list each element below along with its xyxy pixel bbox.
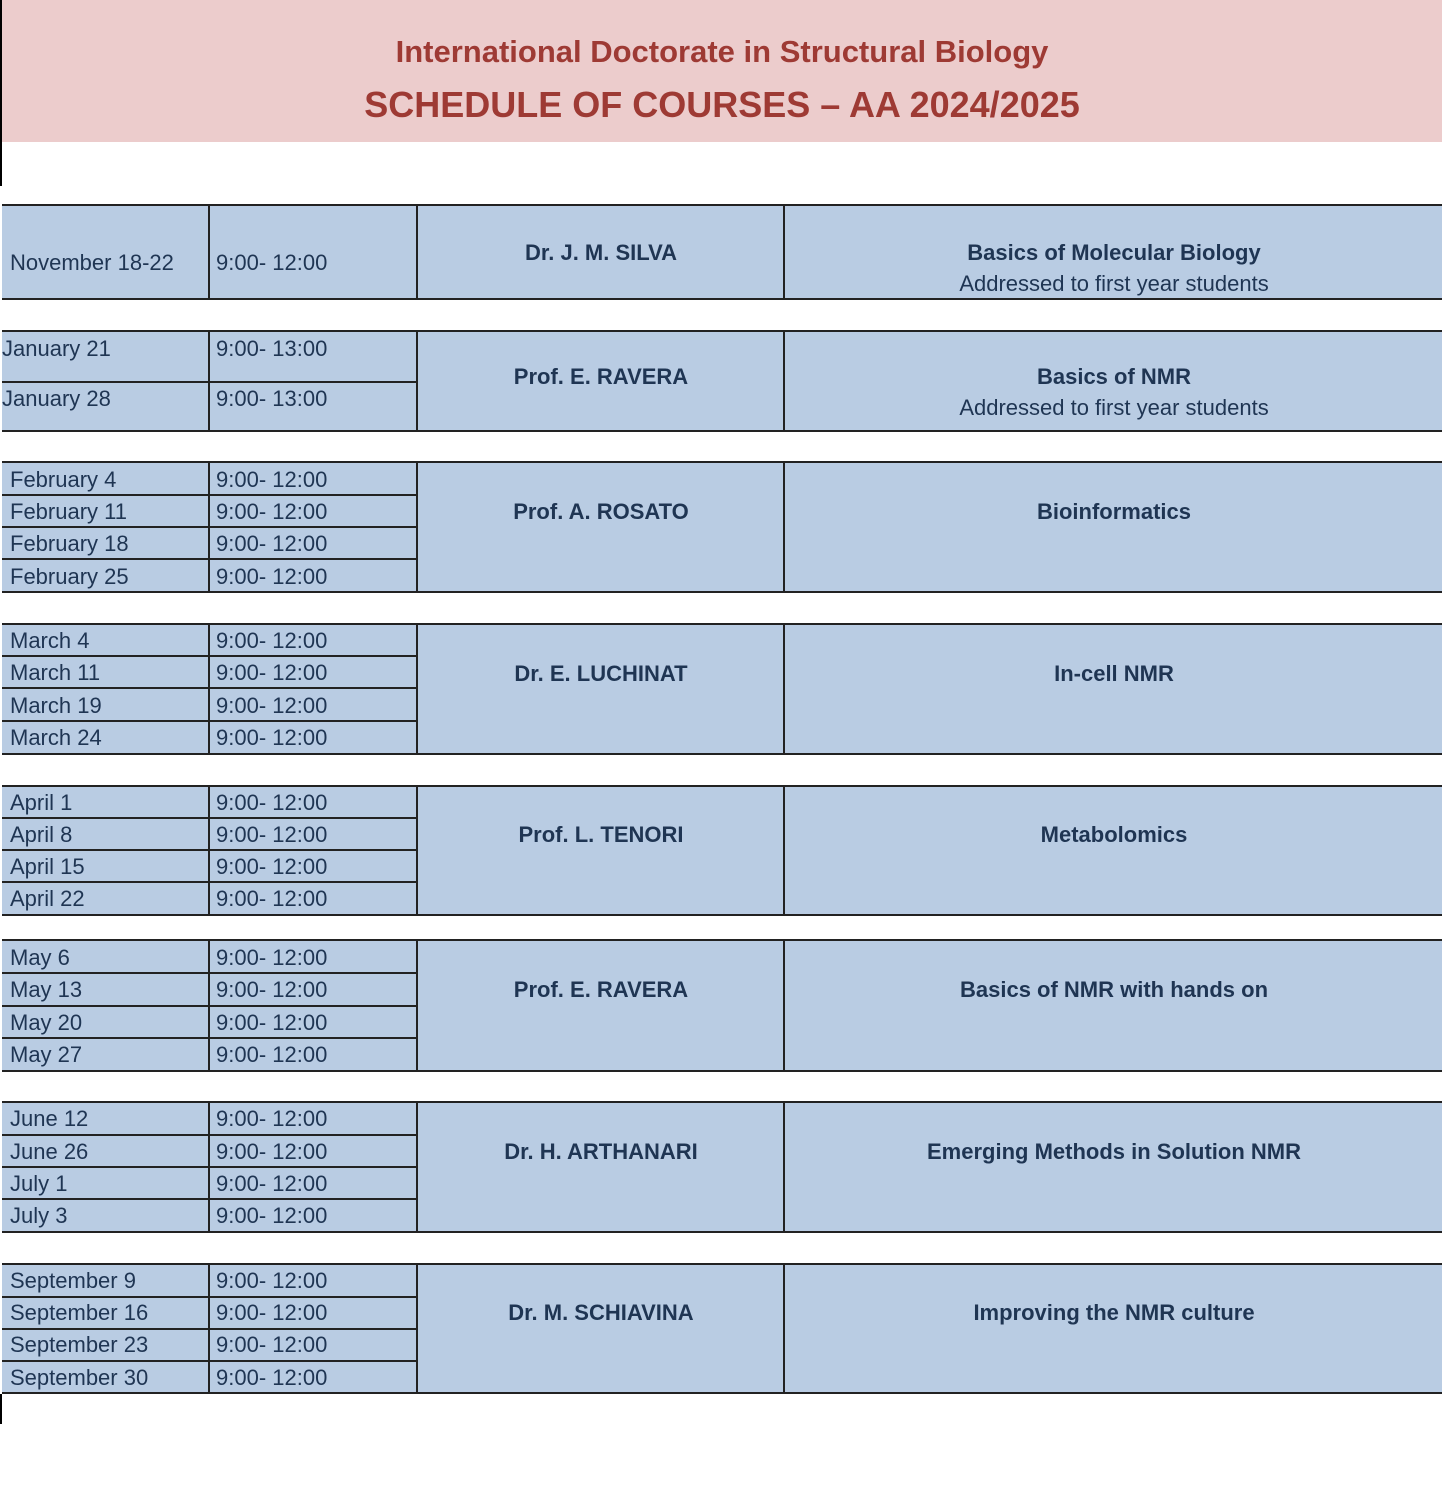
program-title: International Doctorate in Structural Biology (395, 34, 1049, 69)
session-date: September 9 (10, 1268, 136, 1293)
session-time: 9:00- 12:00 (216, 1171, 328, 1196)
course-name: Improving the NMR culture (973, 1300, 1255, 1325)
left-margin-rule-bottom (0, 1394, 2, 1424)
course-block (2, 461, 1442, 593)
course-block (2, 623, 1442, 755)
session-date: May 6 (10, 945, 70, 970)
session-time: 9:00- 12:00 (216, 693, 328, 718)
session-date: February 11 (10, 499, 127, 524)
session-time: 9:00- 12:00 (216, 1300, 328, 1325)
session-date: September 30 (10, 1365, 149, 1390)
course-name: In-cell NMR (1054, 661, 1174, 686)
session-date: February 4 (10, 467, 117, 492)
course-name: Basics of NMR (1036, 364, 1192, 389)
course-note: Addressed to first year students (959, 271, 1269, 296)
course-block (2, 204, 1442, 300)
teacher-name: Dr. J. M. SILVA (525, 240, 677, 265)
course-block (2, 1101, 1442, 1233)
row-divider (2, 687, 416, 689)
column-divider (208, 625, 210, 753)
row-divider (2, 1296, 416, 1298)
row-divider (2, 1005, 416, 1007)
course-name: Basics of NMR with hands on (959, 977, 1269, 1002)
page-header (2, 0, 1442, 142)
course-name: Emerging Methods in Solution NMR (927, 1139, 1301, 1164)
row-divider (2, 1134, 416, 1136)
session-time: 9:00- 13:00 (216, 336, 328, 361)
row-divider (2, 1198, 416, 1200)
row-divider (2, 1166, 416, 1168)
session-date: May 20 (10, 1010, 83, 1035)
course-block (2, 939, 1442, 1072)
course-block (2, 785, 1442, 916)
row-divider (2, 558, 416, 560)
session-time: 9:00- 12:00 (216, 822, 328, 847)
course-cell (786, 501, 1442, 523)
teacher-name: Dr. E. LUCHINAT (514, 661, 688, 686)
session-date: September 16 (10, 1300, 149, 1325)
course-name: Bioinformatics (1036, 499, 1192, 524)
teacher-name: Prof. L. TENORI (518, 822, 684, 847)
left-margin-rule-top (0, 0, 2, 186)
column-divider (783, 625, 785, 753)
session-date: April 1 (10, 790, 73, 815)
session-date: May 27 (10, 1042, 83, 1067)
teacher-name: Prof. A. ROSATO (513, 499, 689, 524)
column-divider (416, 463, 418, 591)
column-divider (416, 941, 418, 1070)
row-divider (2, 720, 416, 722)
session-time: 9:00- 12:00 (216, 531, 328, 556)
course-block (2, 330, 1442, 432)
column-divider (416, 1265, 418, 1392)
session-time: 9:00- 12:00 (216, 1203, 328, 1228)
session-time: 9:00- 13:00 (216, 386, 328, 411)
column-divider (783, 463, 785, 591)
course-cell (786, 1302, 1442, 1324)
session-time: 9:00- 12:00 (216, 499, 328, 524)
session-date: June 26 (10, 1139, 89, 1164)
session-time: 9:00- 12:00 (216, 854, 328, 879)
session-date: February 25 (10, 564, 129, 589)
column-divider (783, 1265, 785, 1392)
course-cell (786, 242, 1442, 295)
session-date: February 18 (10, 531, 129, 556)
session-time: 9:00- 12:00 (216, 1106, 328, 1131)
session-date: June 12 (10, 1106, 89, 1131)
course-name: Basics of Molecular Biology (967, 240, 1261, 265)
row-divider (2, 881, 416, 883)
session-date: April 22 (10, 886, 85, 911)
course-cell (786, 979, 1442, 1001)
column-divider (208, 206, 210, 298)
session-date: July 3 (10, 1203, 68, 1228)
session-date: April 8 (10, 822, 73, 847)
session-date: April 15 (10, 854, 85, 879)
session-time: 9:00- 12:00 (216, 1365, 328, 1390)
session-time: 9:00- 12:00 (216, 1042, 328, 1067)
course-cell (786, 1141, 1442, 1163)
session-time: 9:00- 12:00 (216, 945, 328, 970)
session-date: November 18-22 (10, 250, 174, 275)
session-time: 9:00- 12:00 (216, 790, 328, 815)
session-date: September 23 (10, 1332, 149, 1357)
course-cell (786, 824, 1442, 846)
course-cell (786, 366, 1442, 419)
row-divider (2, 1328, 416, 1330)
teacher-name: Dr. H. ARTHANARI (504, 1139, 698, 1164)
column-divider (416, 787, 418, 914)
row-divider (2, 526, 416, 528)
session-time: 9:00- 12:00 (216, 660, 328, 685)
row-divider (2, 1360, 416, 1362)
course-name: Metabolomics (1040, 822, 1188, 847)
session-date: January 21 (2, 336, 111, 361)
session-time: 9:00- 12:00 (216, 564, 328, 589)
session-date: July 1 (10, 1171, 68, 1196)
row-divider (2, 1037, 416, 1039)
teacher-name: Prof. E. RAVERA (513, 977, 689, 1002)
session-time: 9:00- 12:00 (216, 467, 328, 492)
column-divider (416, 625, 418, 753)
session-date: March 4 (10, 628, 90, 653)
session-time: 9:00- 12:00 (216, 1139, 328, 1164)
row-divider (2, 494, 416, 496)
session-date: January 28 (2, 386, 111, 411)
session-time: 9:00- 12:00 (216, 886, 328, 911)
session-time: 9:00- 12:00 (216, 977, 328, 1002)
session-time: 9:00- 12:00 (216, 1010, 328, 1035)
course-cell (786, 663, 1442, 685)
column-divider (783, 941, 785, 1070)
row-divider (2, 849, 416, 851)
session-time: 9:00- 12:00 (216, 250, 328, 275)
session-time: 9:00- 12:00 (216, 628, 328, 653)
course-note: Addressed to first year students (959, 395, 1269, 420)
teacher-name: Dr. M. SCHIAVINA (508, 1300, 694, 1325)
row-divider (2, 972, 416, 974)
row-divider (2, 381, 416, 383)
row-divider (2, 655, 416, 657)
session-time: 9:00- 12:00 (216, 1268, 328, 1293)
column-divider (783, 1103, 785, 1231)
session-date: March 11 (10, 660, 101, 685)
schedule-title: SCHEDULE OF COURSES – AA 2024/2025 (364, 84, 1080, 125)
session-time: 9:00- 12:00 (216, 725, 328, 750)
session-date: March 19 (10, 693, 102, 718)
session-date: May 13 (10, 977, 83, 1002)
session-date: March 24 (10, 725, 102, 750)
session-time: 9:00- 12:00 (216, 1332, 328, 1357)
row-divider (2, 817, 416, 819)
column-divider (416, 1103, 418, 1231)
column-divider (783, 787, 785, 914)
teacher-name: Prof. E. RAVERA (513, 364, 689, 389)
course-block (2, 1263, 1442, 1394)
